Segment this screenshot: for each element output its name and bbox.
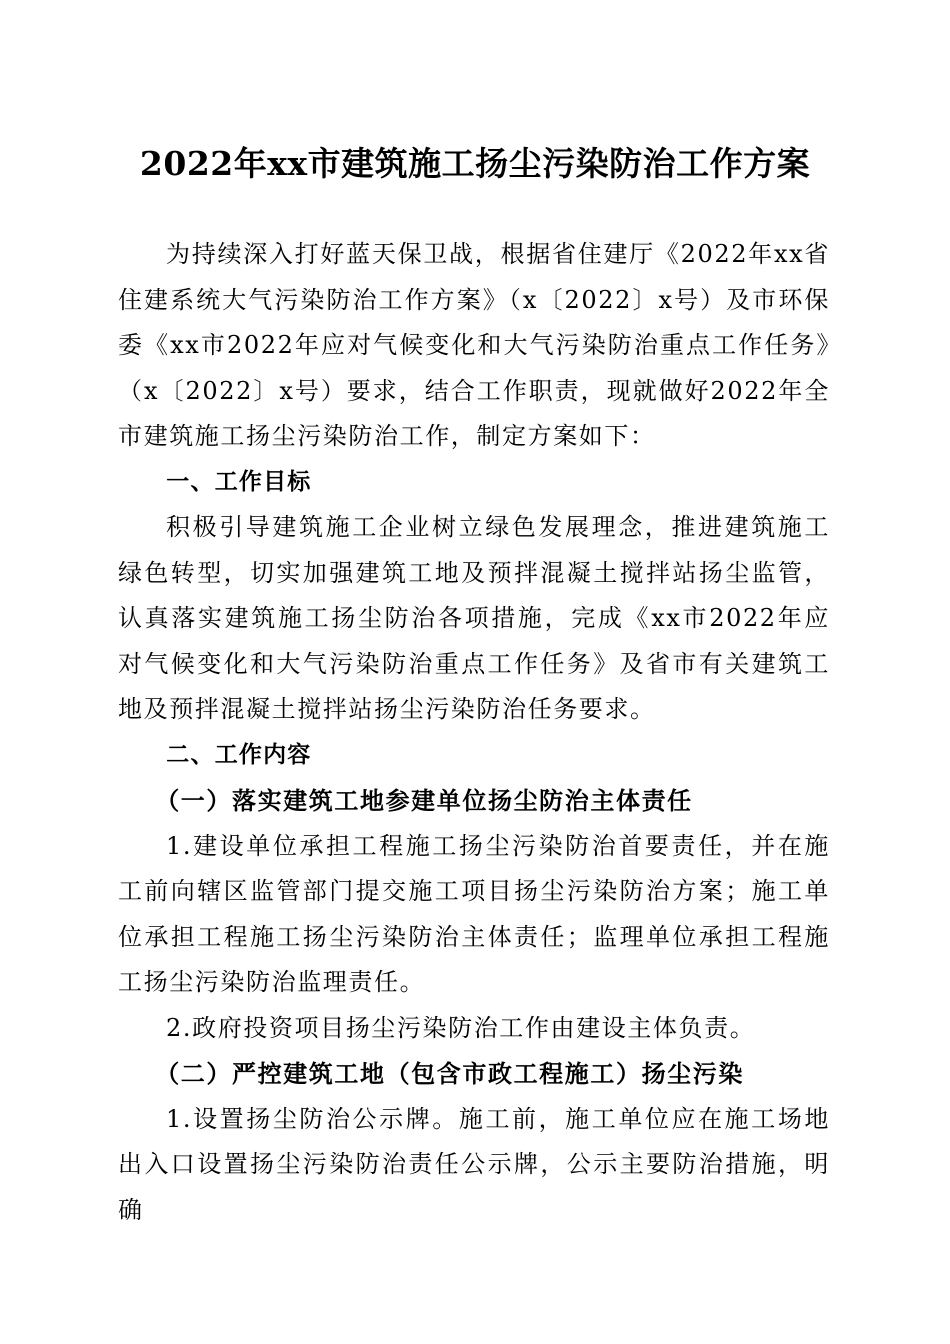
document-title: 2022年xx市建筑施工扬尘污染防治工作方案	[139, 144, 811, 183]
responsibility-item-1: 1.建设单位承担工程施工扬尘污染防治首要责任，并在施工前向辖区监管部门提交施工项目扬尘污染防治方案；施工单位承担工程施工扬尘污染防治主体责任；监理单位承担工程施工扬尘污染防治监理责任。	[118, 831, 830, 996]
responsibility-item-2: 2.政府投资项目扬尘污染防治工作由建设主体负责。	[166, 1013, 756, 1042]
goals-paragraph: 积极引导建筑施工企业树立绿色发展理念，推进建筑施工绿色转型，切实加强建筑工地及预拌混凝土搅拌站扬尘监管，认真落实建筑施工扬尘防治各项措施，完成《xx市2022年应对气候变化和大气污染防治重点工作任务》及省市有关建筑工地及预拌混凝土搅拌站扬尘污染防治任务要求。	[118, 513, 830, 723]
subsection-heading-dust-control: （二）严控建筑工地（包含市政工程施工）扬尘污染	[155, 1059, 744, 1088]
intro-paragraph: 为持续深入打好蓝天保卫战，根据省住建厅《2022年xx省住建系统大气污染防治工作方案》（x〔2022〕x号）及市环保委《xx市2022年应对气候变化和大气污染防治重点工作任务》（x〔2022〕x号）要求，结合工作职责，现就做好2022年全市建筑施工扬尘污染防治工作，制定方案如下：	[118, 240, 830, 450]
subsection-heading-responsibility: （一）落实建筑工地参建单位扬尘防治主体责任	[155, 786, 693, 815]
section-heading-goals: 一、工作目标	[166, 468, 312, 495]
document-body	[118, 232, 830, 1233]
dust-control-item-1: 1.设置扬尘防治公示牌。施工前，施工单位应在施工场地出入口设置扬尘污染防治责任公示牌，公示主要防治措施，明确	[118, 1104, 830, 1224]
section-heading-content: 二、工作内容	[166, 741, 312, 768]
